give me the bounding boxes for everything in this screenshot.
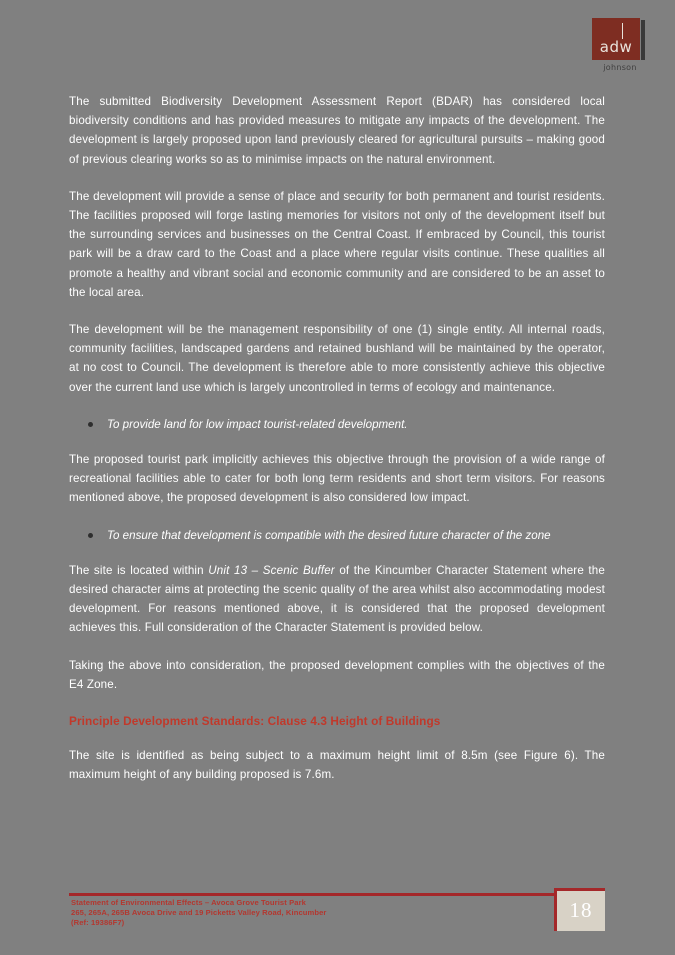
paragraph-management-responsibility: The development will be the management responsibility of one (1) single entity. All internal roads, community facilities, landscaped gardens and retained bushland will be maintained by the operator, at no cost to Council. The development is therefore able to more consistently achieve this objective over the current land use which is largely uncontrolled in terms of ecology and maintenance.	[69, 323, 605, 394]
paragraph-height-limit: The site is identified as being subject to a maximum height limit of 8.5m (see Figure 6). The maximum height of any building proposed is 7.6m.	[69, 749, 605, 782]
list-item	[69, 526, 605, 545]
logo-wordmark: adw	[599, 38, 633, 56]
bullet-dot-icon	[88, 533, 93, 538]
paragraph-sense-of-place: The development will provide a sense of place and security for both permanent and tourist residents. The facilities proposed will forge lasting memories for visitors not only of the development itself but the surrounding services and businesses on the Central Coast. If embraced by Council, this tourist park will be a draw card to the Coast and a place where regular visits continue. These qualities all promote a healthy and vibrant social and economic community and are considered to be an asset to the local area.	[69, 189, 605, 299]
objective-bullet-list-1	[69, 415, 605, 434]
paragraph-character-unit-reference: Unit 13 – Scenic Buffer	[208, 563, 335, 577]
bullet-text: To ensure that development is compatible with the desired future character of the zone	[107, 528, 551, 542]
objective-bullet-list-2	[69, 526, 605, 545]
page-number-box	[554, 888, 605, 931]
footer-divider	[69, 893, 559, 896]
paragraph-character-prefix: The site is located within	[69, 563, 209, 577]
logo-stem-shape	[622, 23, 623, 39]
paragraph-e4-zone-compliance: Taking the above into consideration, the proposed development complies with the objectives of the E4 Zone.	[69, 658, 605, 691]
footer-reference-block	[71, 898, 501, 929]
page-footer	[69, 893, 605, 941]
logo-bar-shape	[641, 20, 645, 60]
section-heading-development-standards: Principle Development Standards: Clause 4.3 Height of Buildings	[69, 714, 441, 729]
list-item	[69, 415, 605, 434]
bullet-text: To provide land for low impact tourist-related development.	[107, 417, 408, 431]
paragraph-biodiversity: The submitted Biodiversity Development Assessment Report (BDAR) has considered local biodiversity conditions and has provided measures to mitigate any impacts of the development. The development is largely proposed upon land previously cleared for agricultural pursuits – making good of previous clearing works so as to minimise impacts on the natural environment.	[69, 95, 605, 166]
paragraph-character-suffix: of the Kincumber Character Statement where the desired character aims at protecting the scenic quality of the area whilst also accommodating modest development. For reasons mentioned above, it is considered that the proposed development achieves this. Full consideration of the Character Statement is provided below.	[69, 563, 605, 635]
logo-mark	[592, 18, 648, 62]
page-number: 18	[569, 898, 593, 922]
paragraph-low-impact: The proposed tourist park implicitly achieves this objective through the provision of a wide range of recreational facilities able to cater for both long term residents and short term visitors. For reasons mentioned above, the proposed development is also considered low impact.	[69, 453, 605, 505]
logo-subtitle: johnson	[603, 63, 637, 72]
footer-line-address: 265, 265A, 265B Avoca Drive and 19 Picketts Valley Road, Kincumber	[71, 908, 327, 918]
footer-line-reference: (Ref: 19386F7)	[71, 918, 125, 928]
document-body	[69, 92, 605, 802]
bullet-dot-icon	[88, 422, 93, 427]
company-logo	[587, 18, 653, 72]
footer-line-title: Statement of Environmental Effects – Avoca Grove Tourist Park	[71, 898, 306, 907]
paragraph-character-statement	[69, 561, 605, 638]
